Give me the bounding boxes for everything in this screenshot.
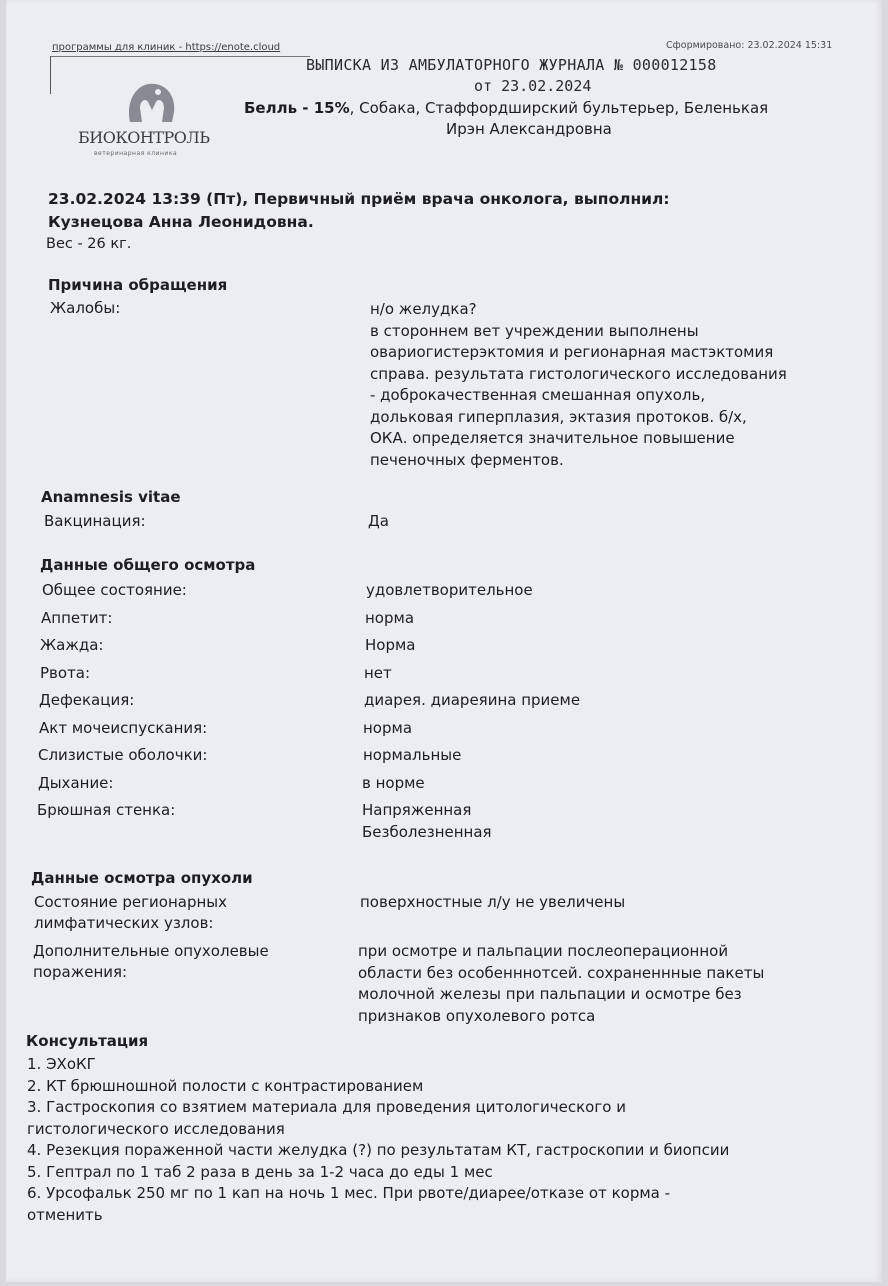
extra-lesions-line: при осмотре и пальпации послеоперационной [358,942,729,960]
exam-row-label: Жажда: [40,636,104,654]
extra-lesions-value [358,941,868,1027]
consultation-item: отменить [27,1205,103,1224]
owner-name: Ирэн Александровна [446,120,612,138]
exam-row-value: норма [365,609,415,627]
header-vertical-rule [50,56,51,94]
exam-row-value: диарея. диареяина приеме [364,691,581,709]
section-title-anamnesis: Anamnesis vitae [41,488,181,506]
lymph-nodes-label-2: лимфатических узлов: [34,914,214,932]
consultation-item: 5. Гептрал по 1 таб 2 раза в день за 1-2 часа до еды 1 мес [27,1162,493,1181]
consultation-item: 6. Урсофальк 250 мг по 1 кап на ночь 1 мес. При рвоте/диарее/отказе от корма - [27,1184,671,1202]
exam-row-label: Дыхание: [38,774,114,792]
complaints-line: в стороннем вет учреждении выполнены [370,321,699,340]
patient-line [244,99,768,117]
lymph-nodes-value: поверхностные л/у не увеличены [360,893,626,911]
consultation-item: гистологического исследования [27,1119,285,1138]
extra-lesions-label: Дополнительные опухолевые [33,942,269,960]
consultation-item: 2. КТ брюшношной полости с контрастированием [27,1076,424,1095]
section-title-exam: Данные общего осмотра [40,556,256,574]
visit-doctor: Кузнецова Анна Леонидовна. [48,213,314,231]
visit-heading: 23.02.2024 13:39 (Пт), Первичный приём врача онколога, выполнил: [48,190,670,208]
extra-lesions-label-2: поражения: [33,963,128,981]
extra-lesions-line: молочной железы при пальпации и осмотре без [358,985,742,1003]
consultation-item: 3. Гастроскопия со взятием материала для проведения цитологического и [27,1098,626,1116]
patient-name: Белль - 15% [244,99,350,117]
consultation-item: 1. ЭХоКГ [27,1055,96,1073]
exam-row-value: норма [363,719,413,737]
consultation-item: 4. Резекция пораженной части желудка (?) по результатам КТ, гастроскопии и биопсии [27,1141,730,1159]
document-title: ВЫПИСКА ИЗ АМБУЛАТОРНОГО ЖУРНАЛА № 000012158 [306,56,717,74]
patient-details: , Собака, Стаффордширский бультерьер, Беленькая [349,99,769,117]
exam-row-label: Общее состояние: [42,581,187,599]
section-title-tumor: Данные осмотра опухоли [31,869,253,887]
exam-row-label: Дефекация: [39,691,135,709]
document-page [6,0,882,1282]
exam-row-value: Напряженная [362,801,472,819]
complaints-line: - доброкачественная смешанная опухоль, [370,386,706,404]
exam-row-value-2: Безболезненная [362,823,492,841]
extra-lesions-line: признаков опухолевого ротса [358,1006,596,1025]
complaints-value [370,299,870,471]
exam-row-label: Аппетит: [41,609,113,627]
vaccination-label: Вакцинация: [44,512,146,530]
complaints-line: дольковая гиперплазия, эктазия протоков. б/х, [370,407,747,426]
clinic-logo-subtitle: ветеринарная клиника [94,150,178,157]
exam-row-label: Брюшная стенка: [37,801,176,819]
consultation-list [27,1054,877,1226]
section-title-reason: Причина обращения [48,276,228,294]
generated-timestamp: Сформировано: 23.02.2024 15:31 [666,40,833,51]
exam-row-label: Рвота: [40,664,91,682]
complaints-line: печеночных ферментов. [370,450,564,469]
complaints-line: овариогистерэктомия и регионарная мастэктомия [370,343,774,361]
complaints-line: ОКА. определяется значительное повышение [370,429,735,447]
exam-row-label: Акт мочеиспускания: [39,719,208,737]
exam-row-value: нет [364,664,392,682]
clinic-logo-name: БИОКОНТРОЛЬ [78,128,210,147]
lymph-nodes-label: Состояние регионарных [34,893,227,911]
exam-row-value: в норме [362,774,425,792]
exam-row-label: Слизистые оболочки: [38,746,208,764]
exam-row-value: Норма [365,636,416,654]
document-date: от 23.02.2024 [474,77,592,95]
exam-row-value: удовлетворительное [366,581,533,599]
vaccination-value: Да [368,512,389,530]
extra-lesions-line: области без особенннотсей. сохраненнные пакеты [358,963,765,982]
section-title-consultation: Консультация [26,1032,149,1050]
complaints-label: Жалобы: [50,299,121,317]
programs-link[interactable]: программы для клиник - https://enote.cloud [52,42,281,53]
complaints-line: н/о желудка? [370,300,477,318]
patient-weight: Вес - 26 кг. [46,236,132,252]
header-rule [50,56,310,57]
exam-row-value: нормальные [363,746,462,764]
complaints-line: справа. результата гистологического исследования [370,364,787,383]
